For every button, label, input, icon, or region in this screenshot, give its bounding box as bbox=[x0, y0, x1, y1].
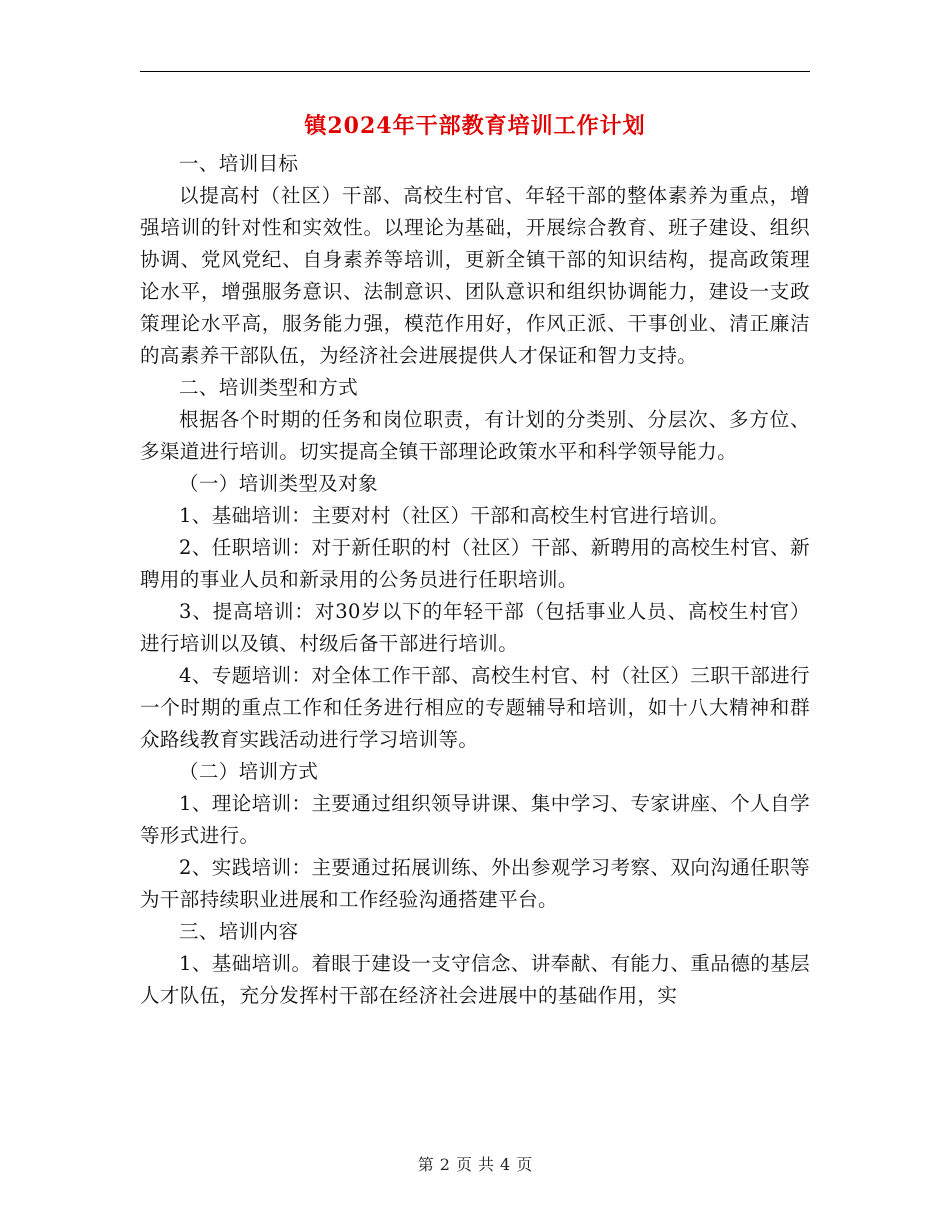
paragraph: 2、实践培训：主要通过拓展训练、外出参观学习考察、双向沟通任职等为干部持续职业进展和工作经验沟通搭建平台。 bbox=[140, 856, 810, 911]
paragraph: 1、理论培训：主要通过组织领导讲课、集中学习、专家讲座、个人自学等形式进行。 bbox=[140, 792, 810, 847]
paragraph: 以提高村（社区）干部、高校生村官、年轻干部的整体素养为重点，增强培训的针对性和实效性。以理论为基础，开展综合教育、班子建设、组织协调、党风党纪、自身素养等培训，更新全镇干部的知识结构，提高政策理论水平，增强服务意识、法制意识、团队意识和组织协调能力，建设一支政策理论水平高，服务能力强，模范作用好，作风正派、干事创业、清正廉洁的高素养干部队伍，为经济社会进展提供人才保证和智力支持。 bbox=[140, 184, 810, 367]
footer-total-pages: 4 bbox=[500, 1155, 511, 1174]
footer-total-prefix: 共 bbox=[478, 1155, 495, 1174]
paragraph: 4、专题培训：对全体工作干部、高校生村官、村（社区）三职干部进行一个时期的重点工作和任务进行相应的专题辅导和培训，如十八大精神和群众路线教育实践活动进行学习培训等。 bbox=[140, 664, 810, 751]
footer-prefix: 第 bbox=[417, 1155, 434, 1174]
subsection-heading: （一）培训类型及对象 bbox=[179, 472, 379, 495]
section-heading: 二、培训类型和方式 bbox=[179, 376, 359, 399]
document-title: 镇2024年干部教育培训工作计划 bbox=[304, 113, 646, 139]
header-rule bbox=[140, 71, 810, 72]
page-footer bbox=[140, 1152, 810, 1175]
paragraph: 3、提高培训：对30岁以下的年轻干部（包括事业人员、高校生村官）进行培训以及镇、村级后备干部进行培训。 bbox=[140, 600, 810, 655]
footer-total-unit: 页 bbox=[516, 1155, 533, 1174]
footer-page-unit: 页 bbox=[455, 1155, 472, 1174]
section-heading: 一、培训目标 bbox=[179, 152, 299, 175]
subsection-heading: （二）培训方式 bbox=[179, 760, 319, 783]
document-body bbox=[140, 148, 810, 1012]
paragraph: 2、任职培训：对于新任职的村（社区）干部、新聘用的高校生村官、新聘用的事业人员和新录用的公务员进行任职培训。 bbox=[140, 536, 810, 591]
paragraph: 1、基础培训。着眼于建设一支守信念、讲奉献、有能力、重品德的基层人才队伍，充分发挥村干部在经济社会进展中的基础作用，实 bbox=[140, 952, 810, 1007]
section-heading: 三、培训内容 bbox=[179, 920, 299, 943]
paragraph: 1、基础培训：主要对村（社区）干部和高校生村官进行培训。 bbox=[179, 504, 730, 527]
footer-current-page: 2 bbox=[439, 1155, 450, 1174]
paragraph: 根据各个时期的任务和岗位职责，有计划的分类别、分层次、多方位、多渠道进行培训。切实提高全镇干部理论政策水平和科学领导能力。 bbox=[140, 408, 810, 463]
